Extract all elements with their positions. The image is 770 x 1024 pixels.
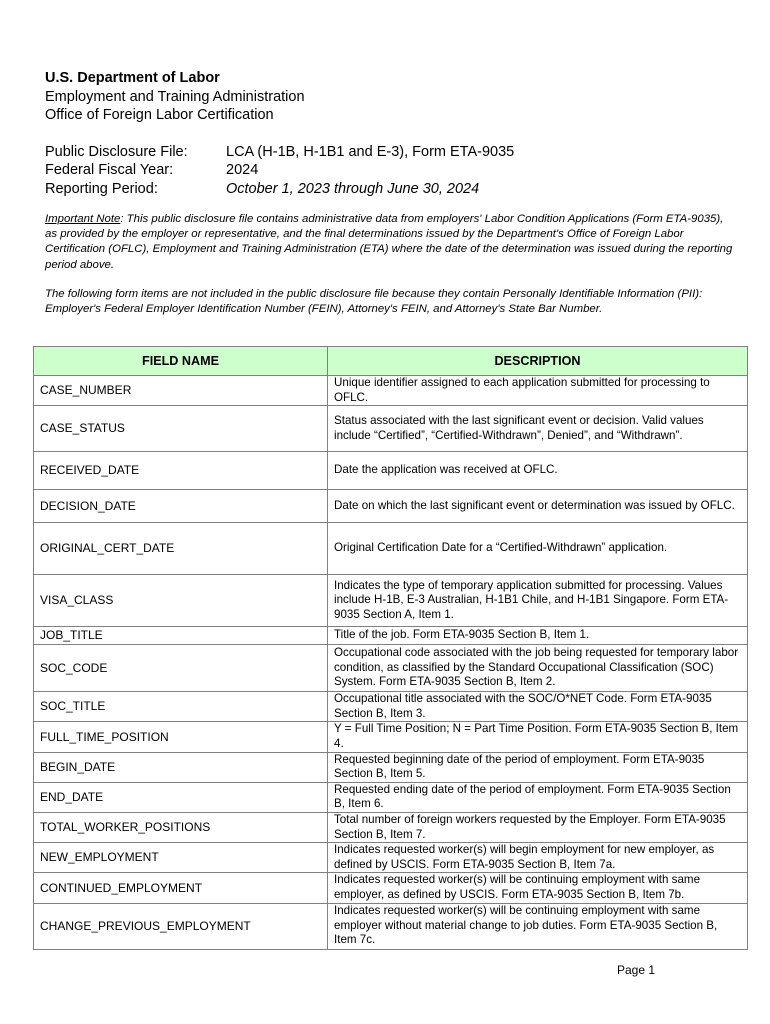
- table-row: [34, 406, 748, 452]
- field-name-cell: BEGIN_DATE: [34, 752, 328, 782]
- meta-row-file: [45, 143, 745, 162]
- column-header-description: DESCRIPTION: [328, 347, 748, 376]
- field-description-cell: Total number of foreign workers requested by the Employer. Form ETA-9035 Section B, Item 7.: [328, 812, 748, 842]
- field-name-cell: CHANGE_PREVIOUS_EMPLOYMENT: [34, 903, 328, 949]
- field-description-cell: Indicates requested worker(s) will be continuing employment with same employer, as defined by USCIS. Form ETA-9035 Section B, Item 7b.: [328, 873, 748, 903]
- important-note: [45, 212, 735, 317]
- field-description-cell: Occupational title associated with the SOC/O*NET Code. Form ETA-9035 Section B, Item 3.: [328, 692, 748, 722]
- meta-label: Public Disclosure File:: [45, 143, 188, 160]
- field-description-cell: Date the application was received at OFLC.: [328, 452, 748, 490]
- field-description-cell: Indicates requested worker(s) will be continuing employment with same employer without material change to job duties. Form ETA-9035 Section B, Item 7c.: [328, 903, 748, 949]
- field-name-cell: FULL_TIME_POSITION: [34, 722, 328, 752]
- field-name-cell: SOC_CODE: [34, 645, 328, 692]
- office-name: Office of Foreign Labor Certification: [45, 107, 274, 123]
- field-table: [33, 346, 748, 950]
- table-row: [34, 490, 748, 523]
- field-name-cell: CONTINUED_EMPLOYMENT: [34, 873, 328, 903]
- field-description-cell: Indicates requested worker(s) will begin employment for new employer, as defined by USCIS. Form ETA-9035 Section B, Item 7a.: [328, 843, 748, 873]
- field-name-cell: VISA_CLASS: [34, 575, 328, 627]
- note-paragraph: [45, 212, 735, 273]
- table-row: [34, 575, 748, 627]
- field-description-cell: Date on which the last significant event or determination was issued by OFLC.: [328, 490, 748, 523]
- field-name-cell: DECISION_DATE: [34, 490, 328, 523]
- table-row: [34, 903, 748, 949]
- table-row: [34, 692, 748, 722]
- field-name-cell: TOTAL_WORKER_POSITIONS: [34, 812, 328, 842]
- meta-label: Federal Fiscal Year:: [45, 162, 174, 178]
- table-row: [34, 645, 748, 692]
- field-name-cell: CASE_NUMBER: [34, 376, 328, 406]
- table-row: [34, 812, 748, 842]
- field-description-cell: Title of the job. Form ETA-9035 Section B, Item 1.: [328, 627, 748, 645]
- meta-row-reporting-period: [45, 180, 745, 199]
- table-row: [34, 843, 748, 873]
- table-row: [34, 376, 748, 406]
- meta-label: Reporting Period:: [45, 180, 158, 197]
- note-lead: Important Note: [45, 213, 121, 225]
- table-row: [34, 782, 748, 812]
- meta-row-fiscal-year: [45, 161, 745, 180]
- department-name: U.S. Department of Labor: [45, 70, 220, 86]
- field-description-cell: Occupational code associated with the job being requested for temporary labor condition, as classified by the Standard Occupational Classification (SOC) System. Form ETA-9035 Section B, Item 2.: [328, 645, 748, 692]
- table-header-row: [34, 347, 748, 376]
- table-row: [34, 752, 748, 782]
- field-description-cell: Status associated with the last significant event or decision. Valid values include “Certified”, “Certified-Withdrawn”, Denied”, and “Withdrawn”.: [328, 406, 748, 452]
- table-row: [34, 523, 748, 575]
- pii-paragraph: The following form items are not included in the public disclosure file because they contain Personally Identifiable Information (PII): Employer's Federal Employer Identification Number (FEIN), Attorney's FEIN, and Attorney's State Bar Number.: [45, 287, 703, 316]
- field-description-cell: Indicates the type of temporary application submitted for processing. Values include H-1B, E-3 Australian, H-1B1 Chile, and H-1B1 Singapore. Form ETA-9035 Section A, Item 1.: [328, 575, 748, 627]
- meta-value: LCA (H-1B, H-1B1 and E-3), Form ETA-9035: [226, 143, 515, 160]
- field-description-cell: Requested ending date of the period of employment. Form ETA-9035 Section B, Item 6.: [328, 782, 748, 812]
- field-name-cell: NEW_EMPLOYMENT: [34, 843, 328, 873]
- field-name-cell: RECEIVED_DATE: [34, 452, 328, 490]
- meta-value: 2024: [226, 162, 259, 178]
- field-name-cell: JOB_TITLE: [34, 627, 328, 645]
- table-row: [34, 873, 748, 903]
- page-number: Page 1: [617, 963, 656, 977]
- field-name-cell: SOC_TITLE: [34, 692, 328, 722]
- table-row: [34, 722, 748, 752]
- field-name-cell: CASE_STATUS: [34, 406, 328, 452]
- table-row: [34, 627, 748, 645]
- administration-name: Employment and Training Administration: [45, 88, 305, 105]
- field-description-cell: Y = Full Time Position; N = Part Time Position. Form ETA-9035 Section B, Item 4.: [328, 722, 748, 752]
- meta-value: October 1, 2023 through June 30, 2024: [226, 180, 480, 197]
- field-name-cell: END_DATE: [34, 782, 328, 812]
- field-description-cell: Original Certification Date for a “Certified-Withdrawn” application.: [328, 523, 748, 575]
- column-header-field: FIELD NAME: [34, 347, 328, 376]
- note-body: : This public disclosure file contains administrative data from employers' Labor Condition Applications (Form ETA-9035), as provided by the employer or representative, and the final determinations issued by the Department's Office of Foreign Labor Certification (OFLC), Employment and Training Administration (ETA) where the date of the determination was issued during the reporting period above.: [45, 213, 733, 271]
- field-description-cell: Unique identifier assigned to each application submitted for processing to OFLC.: [328, 376, 748, 406]
- field-name-cell: ORIGINAL_CERT_DATE: [34, 523, 328, 575]
- table-row: [34, 452, 748, 490]
- field-description-cell: Requested beginning date of the period of employment. Form ETA-9035 Section B, Item 5.: [328, 752, 748, 782]
- document-header: [45, 69, 745, 198]
